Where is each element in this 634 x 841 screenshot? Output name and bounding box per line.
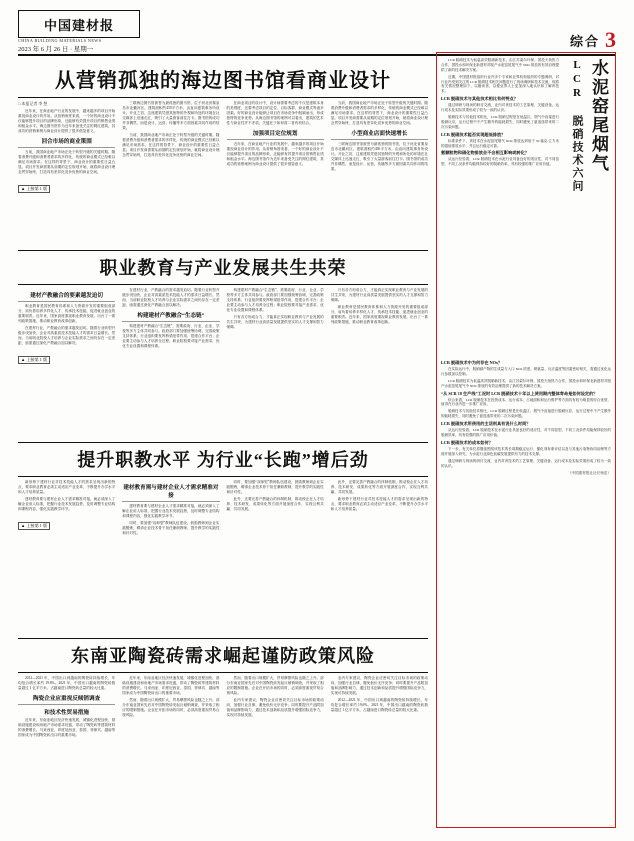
article-3-para: 同时，要加强“双师型”教师队伍建设，鼓励教师到企业实践锻炼，聘请企业技术骨干担任兼职教师，提升教学的实践性和针对性。	[226, 480, 324, 494]
feature-para: 在实际运行中，脱硝副产物的生成量与入口 NOx 浓度、喷氨量、反应温度等因素密切相关，需通过优化运行参数加以控制。	[441, 367, 611, 376]
article-1-continued-note[interactable]: ▲ 上接第 1 版	[18, 185, 50, 193]
article-4	[18, 638, 428, 826]
article-1-byline: □ 本报记者 李 想	[18, 101, 48, 106]
newspaper-logo-english: CHINA BUILDING MATERIALS NEWS	[18, 38, 102, 43]
feature-para: 脱硝技术与其他技术相比，LCR 脱硝过程是在低温区、烟气中直接进行脱硝反应，运行过程中不产生额外的能耗损失，同时避免了氨逃逸带来的二次污染问题。	[441, 409, 611, 419]
masthead	[18, 10, 616, 56]
article-4-para: 业内专家建议，陶瓷企业应密切关注目标市场的政策动向，加强行业自律，避免低价无序竞争；同时要提升产品附加值和品牌影响力，通过技术创新和品质提升增强国际竞争力，实现可持续发展。	[226, 697, 324, 717]
article-2-para: 职业教育是国民教育体系和人力资源开发的重要组成部分，肩负着培养多样化人才、传承技术技能、促进就业创业的重要职责。近年来，国家高度重视职业教育发展，出台了一系列政策措施，推动职业教育改革创新。	[18, 304, 116, 323]
article-3	[18, 442, 428, 638]
feature-footer: （中国建材报社社长杨忠）	[567, 471, 611, 476]
feature-para: 综合来看，LCR 脱硝技术在投资成本、运行成本、占地面积和运行维护等方面具有较为明显的综合优势，值得在行业内进一步推广应用。	[441, 397, 611, 407]
article-2-para: 只有各方形成合力，才能真正实现职业教育与产业发展的共生共荣，为建材行业高质量发展提供坚实的人才支撑和智力保障。	[226, 314, 324, 329]
article-1	[18, 64, 428, 250]
article-1-para: 当前，我国商业地产市场正处于转型升级的关键时期。随着消费升级和消费者需求的多样化，传统的商业模式已经难以满足市场需求。在这样的背景下，商业设计的重要性日益凸显。项目开发商需要从前期的定位规划开始，就将商业设计理念贯穿始终，打造具有差异化竞争优势的商业空间。	[18, 149, 116, 174]
article-1-para: 三联海边图书馆被誉为最孤独的图书馆，位于河北省秦皇岛市北戴河区。建筑面积约450平方米，由直向建筑事务所设计。开业之初，这座建筑凭借其独特的外观和所处的环境在社交媒体上迅速走红，吸引了大量游客前往打卡。图书馆的成功并非偶然，而是设计、运营、传播等多方面因素共同作用的结果。	[330, 141, 428, 171]
feature-question: LCR 脱硝技术的成本如何？	[441, 439, 493, 445]
article-3-para: 此外，还要完善产教融合的体制机制，推动校企在人才培养、技术研发、成果转化等方面开展深度合作，实现互利共赢、共同发展。	[330, 480, 428, 494]
article-3-para: 同时，要加强“双师型”教师队伍建设，鼓励教师到企业实践锻炼，聘请企业技术骨干担任兼职教师，提升教学的实践性和针对性。	[122, 520, 220, 535]
article-4-para: 2012—2021 年，中国出口到越南的陶瓷砖持续增长，年均复合增长率约 19.6%。2021 年，中国出口越南的陶瓷砖数量超过 1 亿平方米，占越南进口陶瓷砖总量的较大比重。	[330, 697, 428, 712]
article-2-subhead-2: 构建建材产教融合“生态链”	[137, 312, 205, 319]
article-1-subhead-2: 加强项目定位规划	[252, 130, 298, 137]
article-1-para: 三联海边图书馆被誉为最孤独的图书馆，位于河北省秦皇岛市北戴河区。建筑面积约450平方米，由直向建筑事务所设计。开业之初，这座建筑凭借其独特的外观和所处的环境在社交媒体上迅速走红，吸引了大量游客前往打卡。图书馆的成功并非偶然，而是设计、运营、传播等多方面因素共同作用的结果。	[122, 101, 220, 130]
article-4-para: 然而，随着出口规模扩大，贸易摩擦风险也随之上升。部分东南亚国家先后对中国陶瓷砖发起反倾销调查，并采取了相应的限制措施。企业在开拓市场的同时，必须高度重视贸易合规风险。	[226, 676, 324, 695]
article-1-headline: 从营销孤独的海边图书馆看商业设计	[55, 70, 391, 92]
main-content-column	[18, 62, 428, 828]
feature-para: LCR 脱硝技术为低温高效脱硝新技术，由江苏索尔环保、国投天扬热力合作，国投水和环保北新建材对脱产水泥窑尾尾气中 NOx 排放的有效治理提供了新的技术解决方案。	[441, 58, 559, 72]
newspaper-logo	[18, 10, 140, 38]
feature-para: 下一步，有关单位将继续围绕该技术的长周期稳定运行、催化剂寿命评估以及与其他污染物协同治理等方面开展深入研究，为水泥行业绿色低碳发展提供有力的技术支撑。	[441, 446, 611, 456]
article-3-para: 此外，还要完善产教融合的体制机制，推动校企在人才培养、技术研发、成果转化等方面开展深度合作，实现互利共赢、共同发展。	[226, 496, 324, 511]
article-2-subhead-1: 建材产教融合的要素越发迫切	[30, 293, 103, 299]
feature-para: 通过调研与现场的研讨交流，业内对该技术的工艺原理、关键设备、运行成本及实际效果形成了较为一致的认识。	[441, 103, 559, 113]
feature-article	[436, 52, 616, 828]
section-indicator	[569, 27, 616, 52]
article-4-para: 近年来，东南亚地区经济快速发展，城镇化进程加快，基础设施建设和房地产市场需求旺盛，带动了陶瓷砖等建筑材料的消费增长。马来西亚、印度尼西亚、泰国、菲律宾、越南等国家成为中国陶瓷砖出口的重要市场。	[122, 676, 220, 695]
feature-para: 脱硝技术与其他技术相比，LCR 脱硝过程是在低温区、烟气中直接进行脱硝反应，运行过程中不产生额外的能耗损失，同时避免了氨逃逸带来的二次污染问题。	[441, 115, 559, 129]
feature-title-sub: LCR 脱硝技术六问	[571, 59, 583, 193]
article-1-para: 当前，我国商业地产市场正处于转型升级的关键时期。随着消费升级和消费者需求的多样化，传统的商业模式已经难以满足市场需求。在这样的背景下，商业设计的重要性日益凸显。项目开发商需要从前期的定位规划开始，就将商业设计理念贯穿始终，打造具有差异化竞争优势的商业空间。	[330, 101, 428, 125]
article-3-para: 建材教育要与建材企业人才需求精准对接，就必须深入了解企业用人标准，把握行业技术发展趋势，及时调整专业结构和课程内容，强化实践教学环节。	[18, 496, 116, 511]
article-4-para: 业内专家建议，陶瓷企业应密切关注目标市场的政策动向，加强行业自律，避免低价无序竞争；同时要提升产品附加值和品牌影响力，通过技术创新和品质提升增强国际竞争力，实现可持续发展。	[330, 676, 428, 695]
feature-para: 从运行经验看，LCR 脱硝技术在水泥行业具备良好的适应性，对不同窑型、不同工况条件均能保持较好的脱硝效率，具有较强的推广应用价值。	[441, 428, 611, 438]
feature-para: LCR 脱硝技术为低温高效脱硝新技术，由江苏索尔环保、国投天扬热力合作，国投水和环保北新建材对脱产水泥窑尾尾气中 NOx 排放的有效治理提供了新的技术解决方案。	[441, 378, 611, 388]
article-2-continued-note[interactable]: ▲ 上接第 1 版	[18, 356, 50, 364]
feature-question: “从 SCR 18 生产线”工况时 LCR 脱硝技术十年以上使用期内整体寿命是如何设定的？	[441, 390, 598, 396]
article-3-continued-note[interactable]: ▲ 上接第 1 版	[18, 522, 50, 530]
article-2-headline: 职业教育与产业发展共生共荣	[99, 258, 347, 278]
article-1-para: 近年来，在商业地产行业的发展中，越来越多的项目开始重视商业设计的作用。从营销角度来看，一个好的商业设计不仅能够提升项目的品牌形象，还能够有效提升项目的销售业绩和租金水平。海边图书馆作为近年来备受关注的网红建筑，其成功的营销案例为商业设计提供了很多借鉴意义。	[18, 109, 116, 133]
feature-question: LCR 脱硝技术与其他技术相比有何特点？	[441, 96, 518, 102]
article-2-para: 构建建材产教融合“生态链”，需要政府、行业、企业、学校等多方主体共同参与。政府部门要加强统筹协调，完善政策支持体系；行业组织要发挥桥梁纽带作用，搭建合作平台；企业要主动参与人才培养全过程；职业院校要对接产业需求，优化专业设置和课程体系。	[226, 288, 324, 312]
page-number: 3	[605, 27, 616, 52]
article-3-para: 新形势下建材行业对技术技能人才的需求呈现出新的特点，要求职业教育必须主动适应产业变革，不断提升办学水平和人才培养质量。	[18, 480, 116, 494]
article-2-para: 在建材行业，产教融合的需求越发迫切。随着行业转型升级步伐加快，企业对高素质技术技能人才的需求日益增长。然而，当前职业院校人才培养与企业实际需求之间仍存在一定差距，亟需通过深化产教融合加以解决。	[122, 288, 220, 307]
article-3-headline: 提升职教水平 为行业“长跑”增后劲	[77, 450, 369, 470]
article-4-para: 2012—2021 年，中国出口到越南的陶瓷砖持续增长，年均复合增长率约 19.6%。2021 年，中国出口越南的陶瓷砖数量超过 1 亿平方米，占越南进口陶瓷砖总量的较大比重。	[18, 676, 116, 690]
feature-para: 近期，中国建材报组织行业内多个专家和业界机构组织的专题调研，对行业内受到关注的 LCR 脱硝技术相关问题进行了现场调研和技术交流，现将有关情况整理如下，以飨读者，以便业界人士更加深入地认识和了解该技术。	[441, 74, 559, 94]
feature-title-main: 水泥窑尾烟气	[589, 59, 608, 173]
article-2	[18, 250, 428, 442]
article-4-para: 近年来，东南亚地区经济快速发展，城镇化进程加快，基础设施建设和房地产市场需求旺盛，带动了陶瓷砖等建筑材料的消费增长。马来西亚、印度尼西亚、泰国、菲律宾、越南等国家成为中国陶瓷砖出口的重要市场。	[18, 717, 116, 737]
article-2-para: 只有各方形成合力，才能真正实现职业教育与产业发展的共生共荣，为建材行业高质量发展提供坚实的人才支撑和智力保障。	[330, 288, 428, 302]
article-4-subhead-2: 和技术性贸易措施	[44, 709, 89, 716]
article-2-para: 在建材行业，产教融合的需求越发迫切。随着行业转型升级步伐加快，企业对高素质技术技能人才的需求日益增长。然而，当前职业院校人才培养与企业实际需求之间仍存在一定差距，亟需通过深化产教融合加以解决。	[18, 325, 116, 345]
article-2-para: 构建建材产教融合“生态链”，需要政府、行业、企业、学校等多方主体共同参与。政府部门要加强统筹协调，完善政策支持体系；行业组织要发挥桥梁纽带作用，搭建合作平台；企业要主动参与人才培养全过程；职业院校要对接产业需求，优化专业设置和课程体系。	[122, 323, 220, 348]
article-1-subhead-1: 回合市场的商业策围	[41, 138, 92, 145]
article-4-subhead-1: 陶瓷企业应重视反倾销调查	[33, 695, 101, 702]
article-3-subhead-1: 建材教育需与建材企业人才需求精准对接	[123, 485, 219, 499]
article-3-para: 建材教育要与建材企业人才需求精准对接，就必须深入了解企业用人标准，把握行业技术发展趋势，及时调整专业结构和课程内容，强化实践教学环节。	[122, 504, 220, 518]
article-1-subhead-3: 小型商业店面快速增长	[351, 130, 408, 137]
article-2-para: 职业教育是国民教育体系和人力资源开发的重要组成部分，肩负着培养多样化人才、传承技术技能、促进就业创业的重要职责。近年来，国家高度重视职业教育发展，出台了一系列政策措施，推动职业教育改革创新。	[330, 304, 428, 324]
article-4-para: 然而，随着出口规模扩大，贸易摩擦风险也随之上升。部分东南亚国家先后对中国陶瓷砖发起反倾销调查，并采取了相应的限制措施。企业在开拓市场的同时，必须高度重视贸易合规风险。	[122, 697, 220, 717]
feature-question: LCR 脱硝技术所使用的主话剂具有说什么时间？	[441, 421, 531, 427]
article-1-para: 近年来，在商业地产行业的发展中，越来越多的项目开始重视商业设计的作用。从营销角度来看，一个好的商业设计不仅能够提升项目的品牌形象，还能够有效提升项目的销售业绩和租金水平。海边图书馆作为近年来备受关注的网红建筑，其成功的营销案例为商业设计提供了很多借鉴意义。	[226, 141, 324, 166]
newspaper-logo-text: 中国建材报	[43, 18, 114, 34]
feature-question: LCR 脱硝技术中为何存在 NOx？	[441, 360, 503, 365]
article-1-para: 当前，我国商业地产市场正处于转型升级的关键时期。随着消费升级和消费者需求的多样化，传统的商业模式已经难以满足市场需求。在这样的背景下，商业设计的重要性日益凸显。项目开发商需要从前期的定位规划开始，就将商业设计理念贯穿始终，打造具有差异化竞争优势的商业空间。	[122, 132, 220, 157]
feature-question: 氨颗粒物和硝化物排放会不会相互影响或转化？	[441, 150, 529, 156]
feature-para: 从运行经验看，LCR 脱硝技术在水泥行业具备良好的适应性，对不同窑型、不同工况条件均能保持较好的脱硝效率，具有较强的推广应用价值。	[441, 157, 559, 167]
feature-question: LCR 脱硝技术能否实现超低排放？	[441, 131, 506, 137]
feature-para: 标准条件下，该技术在水泥窑尾烟气 NOx 排放达到低于 50 毫克/立方米的超低排放水平，并且运行稳定可靠。	[441, 138, 559, 148]
article-1-para: 在商业项目的设计中，设计师需要考虑的不仅是建筑本身的美观度，还要考虑项目的定位、目标客群、商业模式等诸多因素。好的商业设计能够让项目在市场竞争中脱颖而出，形成独特的竞争优势。从海边图书馆的案例可以看出，建筑的艺术性与商业性并不矛盾，关键在于如何将二者有机结合。	[226, 101, 324, 125]
feature-para: 通过调研与现场的研讨交流，业内对该技术的工艺原理、关键设备、运行成本及实际效果形成了较为一致的认识。	[441, 458, 611, 468]
article-4-headline: 东南亚陶瓷砖需求崛起谨防政策风险	[71, 646, 375, 666]
section-name: 综合	[569, 33, 600, 49]
issue-date: 2023 年 6 月 26 日 · 星期一	[18, 46, 94, 53]
article-3-para: 新形势下建材行业对技术技能人才的需求呈现出新的特点，要求职业教育必须主动适应产业变革，不断提升办学水平和人才培养质量。	[330, 496, 428, 511]
